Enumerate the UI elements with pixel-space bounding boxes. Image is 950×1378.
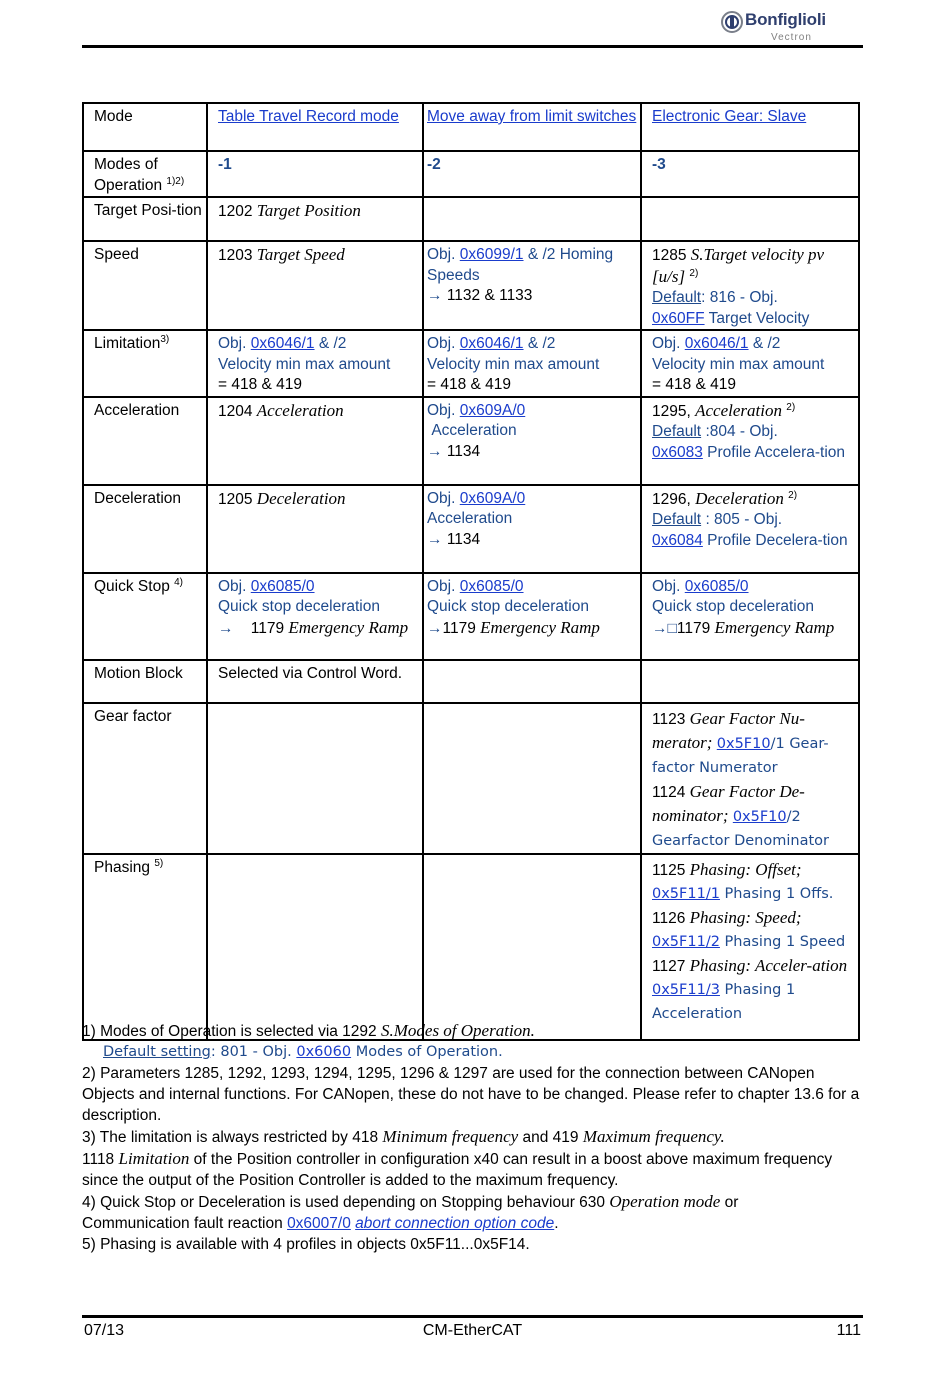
obj-link[interactable]: 0x6046/1 bbox=[459, 335, 524, 352]
table-row-limitation bbox=[83, 330, 859, 397]
footnote-ref: 1)2) bbox=[166, 175, 185, 187]
obj-link[interactable]: 0x5F11/2 bbox=[652, 933, 720, 950]
param-number: 1205 bbox=[218, 490, 253, 508]
obj-label: Obj. bbox=[218, 577, 247, 595]
row-label-motion-block: Motion Block bbox=[83, 660, 207, 703]
param-name: Emergency Ramp bbox=[288, 617, 409, 637]
param-name: Maximum frequency. bbox=[582, 1127, 725, 1146]
obj-link[interactable]: 0x6046/1 bbox=[250, 335, 315, 352]
arrow-icon: → bbox=[427, 530, 443, 548]
obj-desc: Acceleration bbox=[427, 510, 513, 527]
obj-desc: & /2 bbox=[752, 335, 781, 352]
row-label-speed: Speed bbox=[83, 241, 207, 330]
param-number: 1134 bbox=[446, 442, 481, 460]
param-number: 1295, bbox=[652, 402, 691, 420]
param-name: Minimum frequency bbox=[382, 1127, 519, 1146]
obj-link[interactable]: 0x5F11/3 bbox=[652, 981, 720, 998]
footnote-text: . bbox=[554, 1215, 559, 1232]
obj-desc: Quick stop deceleration bbox=[652, 598, 814, 615]
row-label-phasing: Phasing bbox=[94, 858, 151, 876]
table-row-target-position bbox=[83, 197, 859, 241]
param-number: 1179 bbox=[442, 619, 476, 637]
obj-link[interactable]: 0x5F11/1 bbox=[652, 885, 720, 902]
obj-desc: Velocity min max amount bbox=[218, 355, 391, 373]
obj-link[interactable]: 0x6085/0 bbox=[684, 577, 749, 595]
obj-link[interactable]: 0x6083 bbox=[652, 443, 703, 461]
obj-desc: Velocity min max amount bbox=[652, 355, 825, 373]
obj-desc: & /2 Homing Speeds bbox=[427, 246, 614, 284]
obj-desc: Profile Decelera-tion bbox=[707, 531, 848, 549]
obj-link[interactable]: 0x6084 bbox=[652, 531, 703, 549]
table-row-mode bbox=[83, 103, 859, 151]
param-number: 1202 bbox=[218, 203, 253, 220]
table-row-quick-stop bbox=[83, 573, 859, 660]
param-number: 1285 bbox=[652, 247, 687, 264]
footnote-1 bbox=[82, 1020, 866, 1042]
obj-desc: Profile Accelera-tion bbox=[707, 443, 846, 461]
param-name: Emergency Ramp bbox=[714, 617, 835, 637]
header-rule bbox=[82, 45, 863, 48]
footnote-ref: 2) bbox=[788, 489, 798, 501]
table-row-modes-of-operation bbox=[83, 151, 859, 197]
obj-link[interactable]: 0x6007/0 bbox=[287, 1215, 351, 1232]
param-number: 1118 bbox=[82, 1151, 115, 1168]
param-number: 1124 bbox=[652, 783, 686, 801]
page-footer bbox=[82, 1315, 863, 1345]
obj-label: Obj. bbox=[652, 577, 681, 595]
mode-value-col3: -2 bbox=[427, 156, 441, 173]
footnote-5: 5) Phasing is available with 4 profiles in objects 0x5F11...0x5F14. bbox=[82, 1236, 530, 1253]
param-name: Target Position bbox=[256, 201, 361, 220]
obj-desc: & /2 bbox=[318, 335, 347, 352]
default-link[interactable]: Default bbox=[652, 423, 702, 440]
footnote-text: and 419 bbox=[522, 1129, 579, 1146]
logo-sub: Vectron bbox=[771, 32, 812, 43]
footnote-ref: 2) bbox=[689, 267, 699, 279]
param-numbers: 1132 & 1133 bbox=[446, 287, 533, 304]
obj-link[interactable]: 0x6085/0 bbox=[459, 577, 524, 595]
param-name: Phasing: Offset; bbox=[689, 859, 802, 879]
obj-desc: Acceleration bbox=[431, 422, 517, 439]
obj-label: Obj. bbox=[427, 489, 456, 507]
row-label-limitation: Limitation bbox=[94, 335, 161, 352]
param-numbers: = 418 & 419 bbox=[652, 376, 737, 393]
table-row-gear-factor bbox=[83, 703, 859, 854]
param-name: Limitation bbox=[118, 1149, 190, 1168]
row-label-deceleration: Deceleration bbox=[83, 485, 207, 573]
obj-desc: /2 Gearfactor Denominator bbox=[652, 808, 829, 849]
obj-desc: Velocity min max amount bbox=[427, 355, 600, 373]
param-number: 1204 bbox=[218, 402, 253, 420]
param-name: Phasing: Speed; bbox=[689, 907, 802, 927]
row-label-target: Target Posi-tion bbox=[83, 197, 207, 241]
param-name: Phasing: Acceler-ation bbox=[689, 955, 848, 975]
obj-link[interactable]: 0x6099/1 bbox=[459, 246, 524, 263]
table-row-deceleration bbox=[83, 485, 859, 573]
param-name: Emergency Ramp bbox=[480, 617, 600, 637]
footnote-3 bbox=[82, 1126, 866, 1191]
footnote-ref: 5) bbox=[154, 857, 164, 869]
table-row-speed bbox=[83, 241, 859, 330]
param-numbers: = 418 & 419 bbox=[427, 376, 512, 393]
obj-link[interactable]: 0x6046/1 bbox=[684, 335, 749, 352]
row-label-mode: Mode bbox=[83, 103, 207, 151]
mode-value-col4: -3 bbox=[652, 156, 666, 173]
motion-block-value: Selected via Control Word. bbox=[207, 660, 423, 703]
default-desc: :804 - Obj. bbox=[705, 423, 778, 440]
param-name: Target Speed bbox=[256, 245, 345, 264]
footnote-text: or bbox=[724, 1194, 739, 1211]
row-label-acceleration: Acceleration bbox=[83, 397, 207, 485]
obj-desc: Quick stop deceleration bbox=[427, 598, 589, 615]
page-header bbox=[82, 8, 863, 48]
footer-date: 07/13 bbox=[84, 1322, 125, 1339]
obj-desc: Phasing 1 Offs. bbox=[724, 885, 834, 902]
footnote-text: Modes of Operation. bbox=[355, 1044, 503, 1060]
page-number: 111 bbox=[836, 1322, 861, 1339]
bonfiglioli-logo bbox=[721, 8, 851, 44]
row-label-quick-stop: Quick Stop bbox=[94, 577, 170, 595]
arrow-icon: →□ bbox=[652, 619, 677, 637]
param-name: Deceleration bbox=[256, 488, 346, 508]
obj-label: Obj. bbox=[427, 335, 456, 352]
footnote-2: 2) Parameters 1285, 1292, 1293, 1294, 1295, 1296 & 1297 are used for the connection between CANopen Objects and internal functions. For CANopen, these do not have to be changed. Please refer to chapter 13.6 for a description. bbox=[82, 1065, 860, 1124]
param-name: Acceleration bbox=[256, 400, 344, 420]
param-number: 1126 bbox=[652, 909, 686, 927]
table-row-phasing bbox=[83, 854, 859, 1040]
obj-label: Obj. bbox=[218, 335, 247, 352]
obj-desc: Phasing 1 Acceleration bbox=[652, 981, 796, 1022]
row-label-modes: Modes of Operation bbox=[94, 156, 163, 194]
footnote-ref: 3) bbox=[160, 333, 170, 345]
arrow-icon: → bbox=[427, 619, 443, 637]
obj-desc: Target Velocity bbox=[708, 309, 810, 327]
footnote-text: Communication fault reaction bbox=[82, 1215, 283, 1232]
arrow-icon: → bbox=[427, 442, 443, 460]
default-link[interactable]: Default bbox=[652, 289, 702, 306]
footnote-ref: 2) bbox=[786, 401, 796, 413]
table-row-acceleration bbox=[83, 397, 859, 485]
link-electronic-gear-slave[interactable]: Electronic Gear: Slave bbox=[652, 108, 807, 125]
table-row-motion-block bbox=[83, 660, 859, 703]
footnote-4 bbox=[82, 1191, 866, 1234]
obj-desc: & /2 bbox=[527, 335, 556, 352]
param-number: 1203 bbox=[218, 247, 253, 264]
param-number: 1296, bbox=[652, 490, 691, 508]
param-number: 1123 bbox=[652, 710, 686, 728]
param-number: 1179 bbox=[676, 619, 711, 637]
obj-desc: Phasing 1 Speed bbox=[724, 933, 846, 950]
obj-link[interactable]: 0x5F10 bbox=[716, 735, 771, 752]
footnote-text: 1) Modes of Operation is selected via 1292 bbox=[82, 1023, 377, 1040]
param-number: 1125 bbox=[652, 861, 686, 879]
mode-table bbox=[82, 102, 860, 1041]
obj-link[interactable]: 0x60FF bbox=[652, 309, 705, 327]
obj-label: Obj. bbox=[427, 246, 456, 263]
logo-brand: Bonfiglioli bbox=[745, 10, 826, 29]
obj-desc: /1 Gear-factor Numerator bbox=[652, 735, 829, 776]
obj-label: Obj. bbox=[427, 401, 456, 419]
footnote-1-default bbox=[82, 1042, 866, 1063]
row-label-gear-factor: Gear factor bbox=[83, 703, 207, 854]
param-name: Gear Factor Nu-merator; bbox=[652, 708, 805, 752]
mode-value-col2: -1 bbox=[218, 156, 232, 173]
default-link[interactable]: Default bbox=[652, 511, 702, 528]
obj-link[interactable]: 0x609A/0 bbox=[459, 401, 526, 419]
arrow-icon: → bbox=[218, 619, 234, 637]
obj-desc: Quick stop deceleration bbox=[218, 598, 380, 615]
link-move-away-limit-switches[interactable]: Move away from limit switches bbox=[427, 108, 637, 125]
param-name: Deceleration bbox=[695, 488, 784, 508]
param-name: Operation mode bbox=[609, 1192, 721, 1211]
bonfiglioli-logo-icon bbox=[721, 11, 743, 33]
param-number: 1134 bbox=[446, 530, 481, 548]
abort-connection-link[interactable]: abort connection option code bbox=[355, 1215, 555, 1232]
param-number: 1179 bbox=[250, 619, 285, 637]
param-name: S.Target velocity pv [u/s] bbox=[652, 245, 825, 286]
obj-link[interactable]: 0x6085/0 bbox=[250, 577, 315, 595]
obj-link[interactable]: 0x609A/0 bbox=[459, 489, 526, 507]
footnote-text: 3) The limitation is always restricted by 418 bbox=[82, 1129, 379, 1146]
arrow-icon: → bbox=[427, 287, 443, 304]
obj-link[interactable]: 0x6060 bbox=[296, 1044, 352, 1060]
link-table-travel-record[interactable]: Table Travel Record mode bbox=[218, 108, 399, 125]
footer-title: CM-EtherCAT bbox=[422, 1322, 523, 1339]
footnote-ref: 4) bbox=[174, 576, 184, 588]
default-desc: : 805 - Obj. bbox=[705, 511, 783, 528]
footnotes bbox=[82, 1020, 866, 1255]
footnote-text: 4) Quick Stop or Deceleration is used depending on Stopping behaviour 630 bbox=[82, 1194, 606, 1211]
obj-link[interactable]: 0x5F10 bbox=[732, 808, 787, 825]
param-numbers: = 418 & 419 bbox=[218, 376, 303, 393]
param-number: 1127 bbox=[652, 957, 686, 975]
footnote-text: : 801 - Obj. bbox=[210, 1044, 292, 1060]
obj-label: Obj. bbox=[652, 335, 681, 352]
default-setting-link[interactable]: Default setting bbox=[103, 1044, 211, 1060]
param-name: Acceleration bbox=[695, 400, 782, 420]
param-name: S.Modes of Operation. bbox=[380, 1021, 535, 1040]
param-name: Gear Factor De-nominator; bbox=[652, 781, 805, 825]
default-desc: : 816 - Obj. bbox=[701, 289, 778, 306]
footnote-text: of the Position controller in configuration x40 can result in a boost above maximum frequency since the output of the Position Controller is added to the maximum frequency. bbox=[82, 1151, 833, 1189]
obj-label: Obj. bbox=[427, 577, 456, 595]
